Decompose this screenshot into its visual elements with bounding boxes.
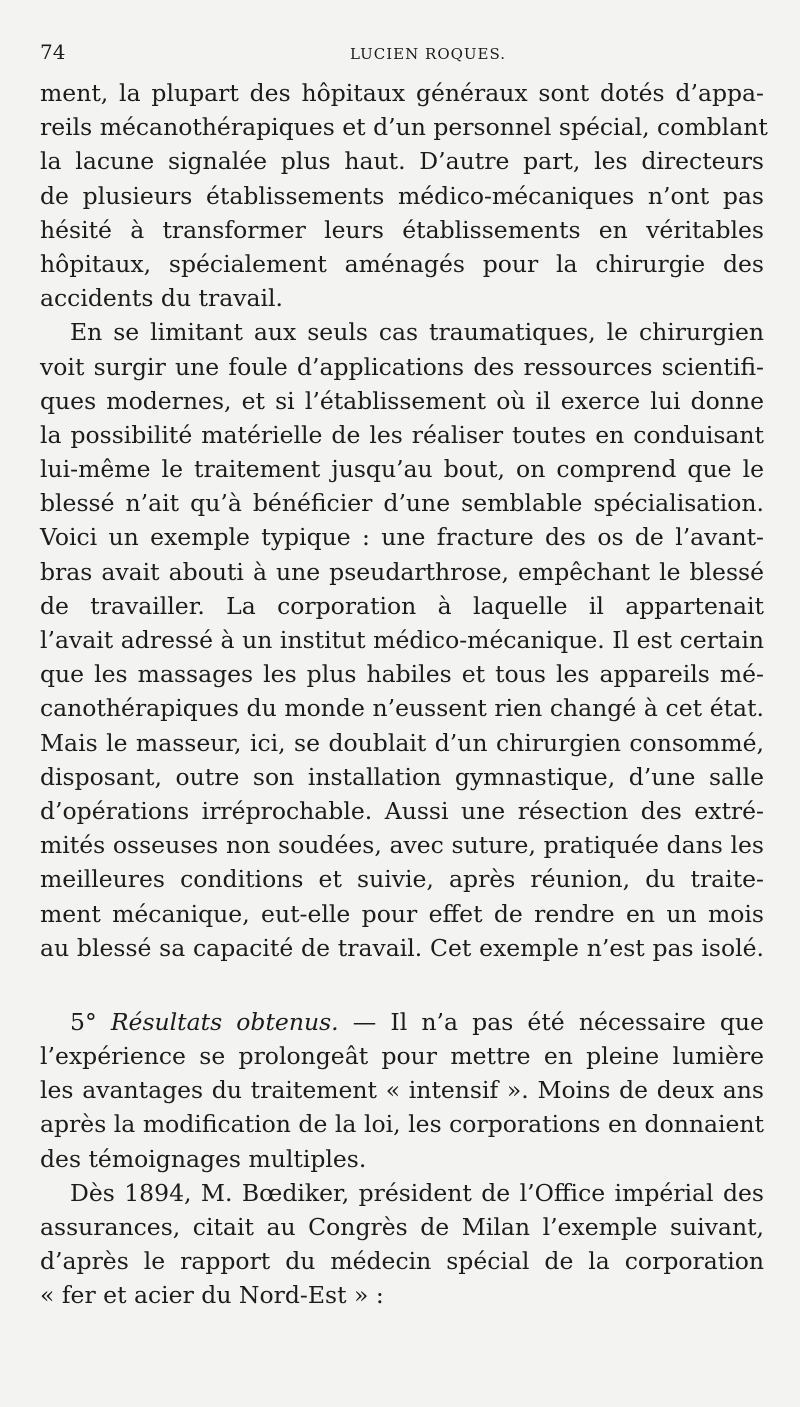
text-line: des témoignages multiples.	[40, 1144, 367, 1173]
text-line: reils mécanothérapiques et d’un personnel spécial, comblant	[40, 113, 768, 142]
paragraph-1	[40, 76, 768, 315]
text-line: disposant, outre son installation gymnastique, d’une salle	[40, 762, 764, 791]
text-line: l’expérience se prolongeât pour mettre en pleine lumière	[40, 1042, 764, 1071]
text-line: ment mécanique, eut-elle pour effet de rendre en un mois	[40, 899, 764, 928]
text-line: lui-même le traitement jusqu’au bout, on comprend que le	[40, 455, 764, 484]
text-line: accidents du travail.	[40, 284, 284, 313]
paragraph-2	[40, 315, 764, 965]
section-gap	[40, 965, 764, 1005]
text-line: meilleures conditions et suivie, après réunion, du traite-	[40, 865, 764, 894]
text-line: Voici un exemple typique : une fracture des os de l’avant-	[40, 523, 764, 552]
text-line: d’après le rapport du médecin spécial de la corporation	[40, 1247, 764, 1276]
text-line: de plusieurs établissements médico-mécaniques n’ont pas	[40, 181, 764, 210]
text-line: assurances, citait au Congrès de Milan l’exemple suivant,	[40, 1213, 764, 1241]
section-title: Résultats obtenus.	[110, 1007, 339, 1036]
section-heading-line	[40, 1005, 764, 1039]
text-line: ment, la plupart des hôpitaux généraux sont dotés d’appa-	[40, 79, 764, 107]
paragraph-4	[40, 1176, 764, 1313]
text-line: que les massages les plus habiles et tous les appareils mé-	[40, 660, 764, 689]
text-line: blessé n’ait qu’à bénéficier d’une semblable spécialisation.	[40, 489, 764, 518]
text-line: d’opérations irréprochable. Aussi une résection des extré-	[40, 796, 764, 825]
section-number: 5°	[70, 1007, 97, 1036]
text-line: après la modification de la loi, les corporations en donnaient	[40, 1110, 764, 1139]
text-line: En se limitant aux seuls cas traumatiques, le chirurgien	[70, 318, 764, 347]
running-title: LUCIEN ROQUES.	[350, 45, 507, 63]
text-line: voit surgir une foule d’applications des ressources scientifi-	[40, 352, 764, 381]
text-line: canothérapiques du monde n’eussent rien changé à cet état.	[40, 694, 764, 723]
section-first-line-text: — Il n’a pas été nécessaire que	[352, 1007, 764, 1036]
text-line: « fer et acier du Nord-Est » :	[40, 1281, 384, 1310]
page-header	[40, 40, 764, 76]
text-line: hôpitaux, spécialement aménagés pour la chirurgie des	[40, 249, 764, 278]
text-line: la lacune signalée plus haut. D’autre part, les directeurs	[40, 147, 764, 176]
text-line: ques modernes, et si l’établissement où il exerce lui donne	[40, 386, 764, 415]
text-line: l’avait adressé à un institut médico-mécanique. Il est certain	[40, 626, 764, 654]
text-line: hésité à transformer leurs établissements en véritables	[40, 215, 764, 244]
paragraph-3	[40, 1005, 764, 1176]
page-number: 74	[40, 40, 66, 64]
text-line: au blessé sa capacité de travail. Cet exemple n’est pas isolé.	[40, 933, 764, 962]
text-line: bras avait abouti à une pseudarthrose, empêchant le blessé	[40, 557, 764, 586]
text-line: Mais le masseur, ici, se doublait d’un chirurgien consommé,	[40, 728, 764, 757]
text-line: mités osseuses non soudées, avec suture, pratiquée dans les	[40, 831, 764, 860]
text-line: les avantages du traitement « intensif ». Moins de deux ans	[40, 1076, 764, 1105]
text-line: Dès 1894, M. Bœdiker, président de l’Office impérial des	[70, 1178, 764, 1207]
text-line: la possibilité matérielle de les réaliser toutes en conduisant	[40, 420, 764, 449]
text-line: de travailler. La corporation à laquelle il appartenait	[40, 591, 764, 620]
